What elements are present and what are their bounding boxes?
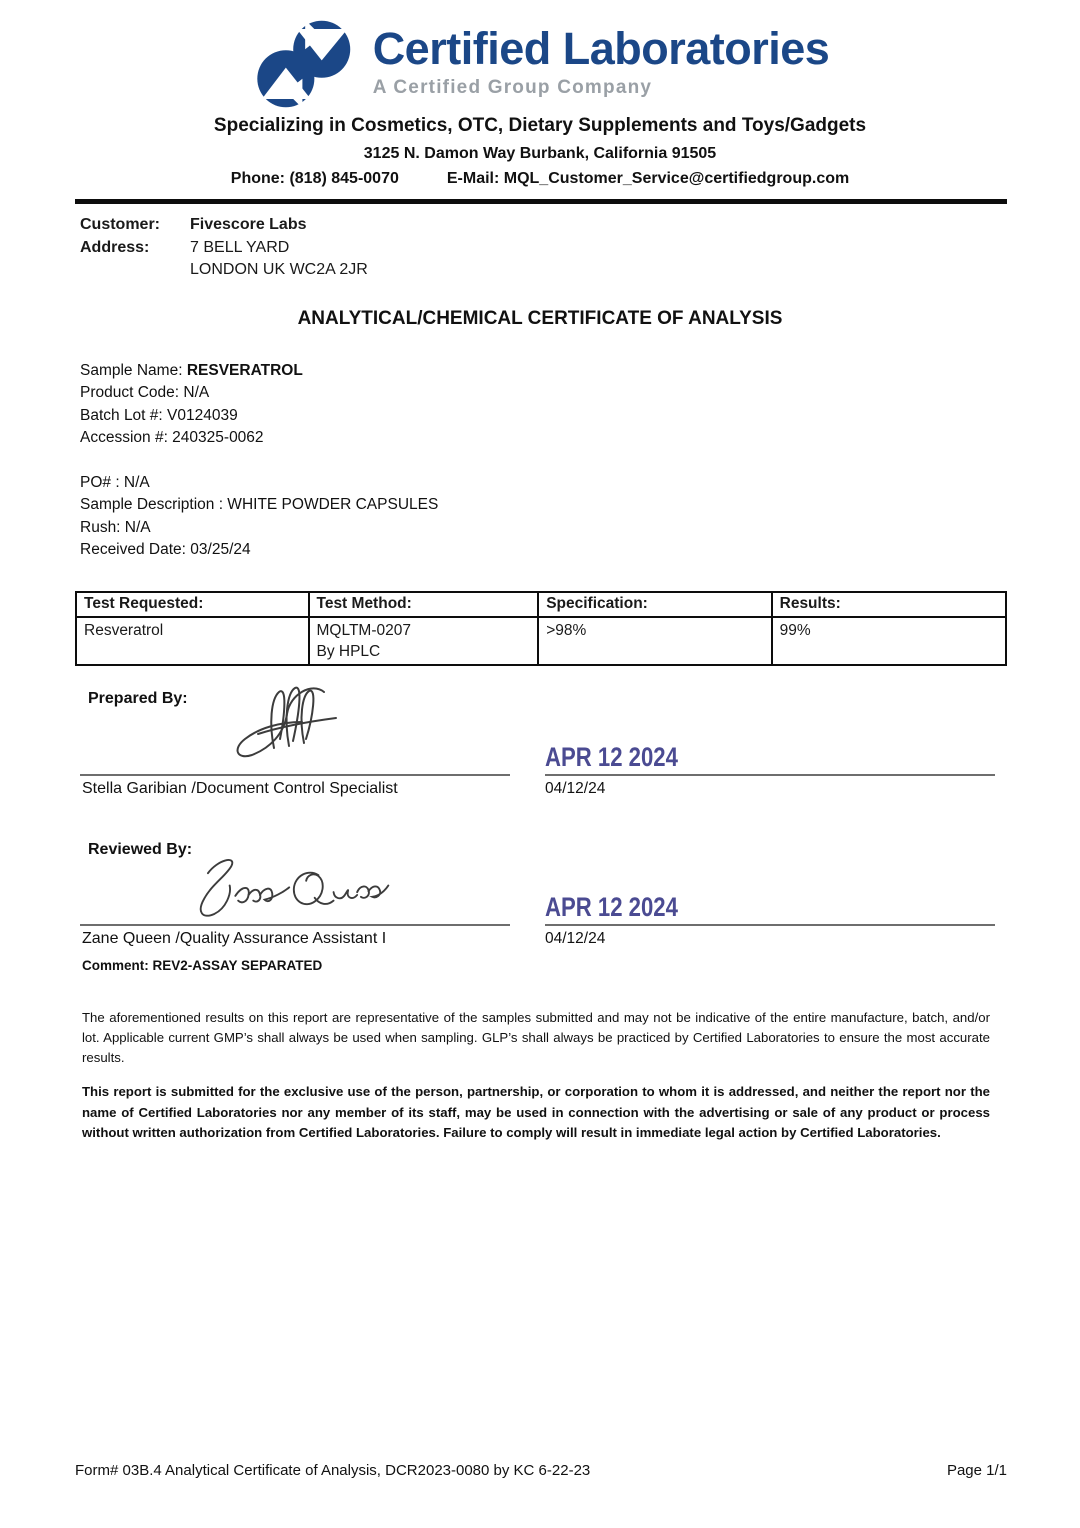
sample-rush-line: Rush: N/A: [80, 518, 151, 536]
header-divider-rule: [75, 199, 1007, 204]
cell-result: 99%: [772, 617, 1006, 665]
reviewed-signature-line: [80, 924, 510, 926]
reviewed-date: 04/12/24: [545, 930, 606, 947]
header-email: E-Mail: MQL_Customer_Service@certifiedgroup.com: [446, 170, 850, 187]
sample-batch-lot-line: Batch Lot #: V0124039: [80, 406, 238, 424]
col-header-specification: Specification:: [538, 592, 771, 617]
logo-company-name: Certified Laboratories: [372, 23, 830, 74]
comment-line: Comment: REV2-ASSAY SEPARATED: [82, 958, 323, 973]
certified-laboratories-logo-icon: [251, 18, 363, 110]
disclaimer-paragraph-1: The aforementioned results on this report are representative of the samples submitted and may not be indicative of the entire manufacture, batch, and/or lot. Applicable current GMP’s shall always be used when sampling. GLP’s shall always be practiced by Certified Laboratories to ensure the most accurate results.: [82, 1010, 990, 1066]
sample-po-line: PO# : N/A: [80, 474, 150, 492]
cell-specification: >98%: [538, 617, 771, 665]
sample-accession-line: Accession #: 240325-0062: [80, 429, 264, 447]
header-tagline: Specializing in Cosmetics, OTC, Dietary Supplements and Toys/Gadgets: [213, 115, 867, 136]
results-table: [75, 591, 1007, 666]
customer-name: Fivescore Labs: [190, 216, 307, 233]
footer-form-number: Form# 03B.4 Analytical Certificate of Analysis, DCR2023-0080 by KC 6-22-23: [75, 1462, 591, 1479]
col-header-test-requested: Test Requested:: [76, 592, 309, 617]
sample-info-block: [80, 360, 438, 562]
col-header-results: Results:: [772, 592, 1006, 617]
prepared-signature-line: [80, 774, 510, 776]
results-table-header-row: [76, 592, 1006, 617]
page-footer: [75, 1462, 1007, 1479]
reviewed-date-stamp: APR 12 2024: [545, 892, 678, 922]
results-table-row: [76, 617, 1006, 665]
header-contact-line: [0, 170, 1080, 188]
sample-product-code-line: Product Code: N/A: [80, 384, 210, 402]
customer-address-label: Address:: [80, 238, 150, 256]
footer-page-number: Page 1/1: [946, 1462, 1007, 1479]
logo-text-block: [373, 18, 830, 99]
header-street-address: 3125 N. Damon Way Burbank, California 91505: [363, 145, 717, 162]
header-phone: Phone: (818) 845-0070: [230, 170, 399, 187]
prepared-date: 04/12/24: [545, 780, 606, 797]
sample-received-date-line: Received Date: 03/25/24: [80, 541, 251, 559]
reviewed-signature-image: [192, 843, 392, 928]
disclaimer-paragraph-2: This report is submitted for the exclusive use of the person, partnership, or corporation to whom it is addressed, and neither the report nor the name of Certified Laboratories nor any member of its staff, may be used in connection with the advertising or sale of any product or process without written authorization from Certified Laboratories. Failure to comply will result in immediate legal action by Certified Laboratories.: [82, 1084, 990, 1141]
reviewed-name-title: Zane Queen /Quality Assurance Assistant I: [82, 930, 387, 947]
reviewed-date-line: [545, 924, 995, 926]
header-logo-row: [0, 18, 1080, 110]
reviewed-by-label: Reviewed By:: [88, 841, 193, 858]
customer-address-line1: 7 BELL YARD: [190, 238, 290, 256]
prepared-name-title: Stella Garibian /Document Control Specialist: [82, 780, 398, 797]
col-header-test-method: Test Method:: [309, 592, 539, 617]
logo-subtitle: A Certified Group Company: [372, 77, 653, 98]
sample-description-line: Sample Description : WHITE POWDER CAPSULES: [80, 496, 439, 514]
document-title: ANALYTICAL/CHEMICAL CERTIFICATE OF ANALYSIS: [297, 308, 783, 329]
customer-label: Customer:: [80, 216, 161, 233]
customer-block: [80, 214, 368, 282]
prepared-date-line: [545, 774, 995, 776]
sample-name-value: RESVERATROL: [186, 362, 303, 379]
prepared-signature-image: [228, 678, 348, 763]
prepared-date-stamp: APR 12 2024: [545, 742, 678, 772]
customer-address-line2: LONDON UK WC2A 2JR: [190, 261, 368, 278]
prepared-by-label: Prepared By:: [88, 690, 188, 707]
cell-test-method: MQLTM-0207 By HPLC: [309, 617, 539, 665]
cell-test-requested: Resveratrol: [76, 617, 309, 665]
sample-name-line: Sample Name: RESVERATROL: [80, 362, 303, 379]
